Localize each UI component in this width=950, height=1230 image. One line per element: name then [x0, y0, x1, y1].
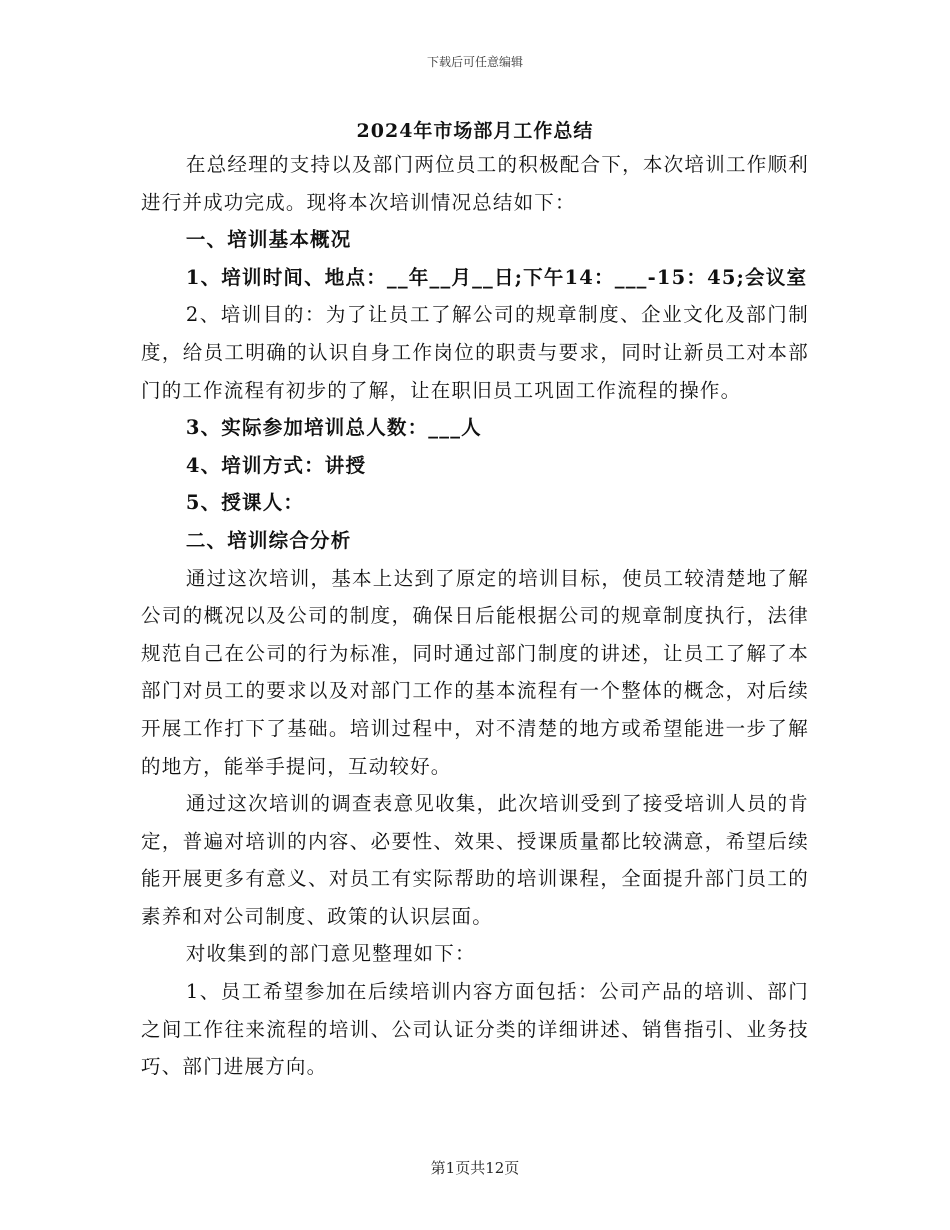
analysis-paragraph-1: 通过这次培训，基本上达到了原定的培训目标，使员工较清楚地了解公司的概况以及公司的制度，确保日后能根据公司的规章制度执行，法律规范自己在公司的行为标准，同时通过部门制度的讲述，让员工了解了本部门对员工的要求以及对部门工作的基本流程有一个整体的概念，对后续开展工作打下了基础。培训过程中，对不清楚的地方或希望能进一步了解的地方，能举手提问，互动较好。 — [141, 566, 809, 778]
item-attendee-count: 3、实际参加培训总人数：___人 — [185, 416, 482, 440]
document-body — [141, 146, 809, 1086]
feedback-intro: 对收集到的部门意见整理如下： — [185, 942, 476, 966]
document-title: 2024年市场部月工作总结 — [356, 120, 594, 142]
page-footer: 第1页共12页 — [430, 1159, 520, 1177]
section-heading-overview: 一、培训基本概况 — [185, 228, 352, 252]
item-time-location: 1、培训时间、地点：__年__月__日;下午14：___-15：45;会议室 — [185, 265, 808, 289]
item-training-method: 4、培训方式：讲授 — [185, 453, 367, 477]
item-instructor: 5、授课人： — [185, 491, 305, 515]
analysis-paragraph-2: 通过这次培训的调查表意见收集，此次培训受到了接受培训人员的肯定，普遍对培训的内容、必要性、效果、授课质量都比较满意，希望后续能开展更多有意义、对员工有实际帮助的培训课程，全面提升部门员工的素养和对公司制度、政策的认识层面。 — [141, 792, 809, 928]
page-header: 下载后可任意编辑 — [426, 55, 523, 69]
feedback-item-1: 1、员工希望参加在后续培训内容方面包括：公司产品的培训、部门之间工作往来流程的培训、公司认证分类的详细讲述、销售指引、业务技巧、部门进展方向。 — [141, 980, 809, 1079]
item-purpose: 2、培训目的：为了让员工了解公司的规章制度、企业文化及部门制度，给员工明确的认识自身工作岗位的职责与要求，同时让新员工对本部门的工作流程有初步的了解，让在职旧员工巩固工作流程的操作。 — [141, 303, 809, 402]
intro-paragraph: 在总经理的支持以及部门两位员工的积极配合下，本次培训工作顺利进行并成功完成。现将本次培训情况总结如下： — [141, 153, 809, 214]
section-heading-analysis: 二、培训综合分析 — [185, 528, 352, 552]
